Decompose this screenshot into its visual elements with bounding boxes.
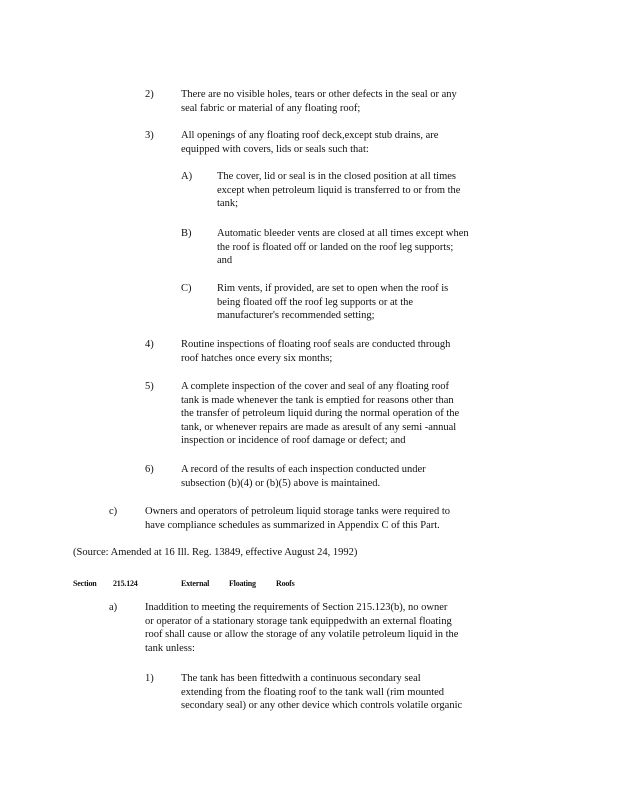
item-label: 2): [145, 89, 154, 100]
item-text: A complete inspection of the cover and seal of any floating roof tank is made whenever the tank is emptied for reasons other than the transfer of petroleum liquid during the normal operation of the tank, or whenever repairs are made as aresult of any semi -annual inspection or incidence of roof damage or defect; and: [181, 381, 460, 446]
item-text: Automatic bleeder vents are closed at all times except when the roof is floated off or landed on the roof leg supports; and: [217, 228, 469, 266]
item-label: 3): [145, 130, 154, 141]
item-text: The tank has been fittedwith a continuous secondary seal extending from the floating roof to the tank wall (rim mounted secondary seal) or any other device which controls volatile organic: [181, 673, 463, 711]
item-label: 4): [145, 339, 154, 350]
item-text: The cover, lid or seal is in the closed position at all times except when petroleum liquid is transferred to or from the tank;: [217, 171, 461, 209]
item-label: B): [181, 228, 192, 239]
item-text: There are no visible holes, tears or other defects in the seal or any seal fabric or material of any floating roof;: [181, 89, 457, 114]
item-label: c): [109, 506, 118, 517]
section-label: Section: [73, 579, 97, 588]
item-text: Owners and operators of petroleum liquid storage tanks were required to have compliance schedules as summarized in Appendix C of this Part.: [145, 506, 450, 531]
section-title-word: External: [181, 579, 210, 588]
item-label: C): [181, 283, 192, 294]
item-label: 5): [145, 381, 154, 392]
item-text: Rim vents, if provided, are set to open when the roof is being floated off the roof leg supports or at the manufacturer's recommended setting;: [217, 283, 449, 321]
source-note: (Source: Amended at 16 Ill. Reg. 13849, effective August 24, 1992): [73, 547, 358, 558]
item-label: A): [181, 171, 193, 182]
section-title-word: Roofs: [276, 579, 295, 588]
item-text: A record of the results of each inspection conducted under subsection (b)(4) or (b)(5) above is maintained.: [181, 464, 426, 489]
item-text: All openings of any floating roof deck,except stub drains, are equipped with covers, lids or seals such that:: [181, 130, 439, 155]
item-text: Routine inspections of floating roof seals are conducted through roof hatches once every six months;: [181, 339, 451, 364]
item-label: 1): [145, 673, 154, 684]
item-label: a): [109, 602, 118, 613]
item-text: Inaddition to meeting the requirements of Section 215.123(b), no owner or operator of a stationary storage tank equippedwith an external floating roof shall cause or allow the storage of any volatile petroleum liquid in the tank unless:: [145, 602, 459, 654]
item-label: 6): [145, 464, 154, 475]
section-number: 215.124: [113, 579, 138, 588]
section-title-word: Floating: [229, 579, 256, 588]
